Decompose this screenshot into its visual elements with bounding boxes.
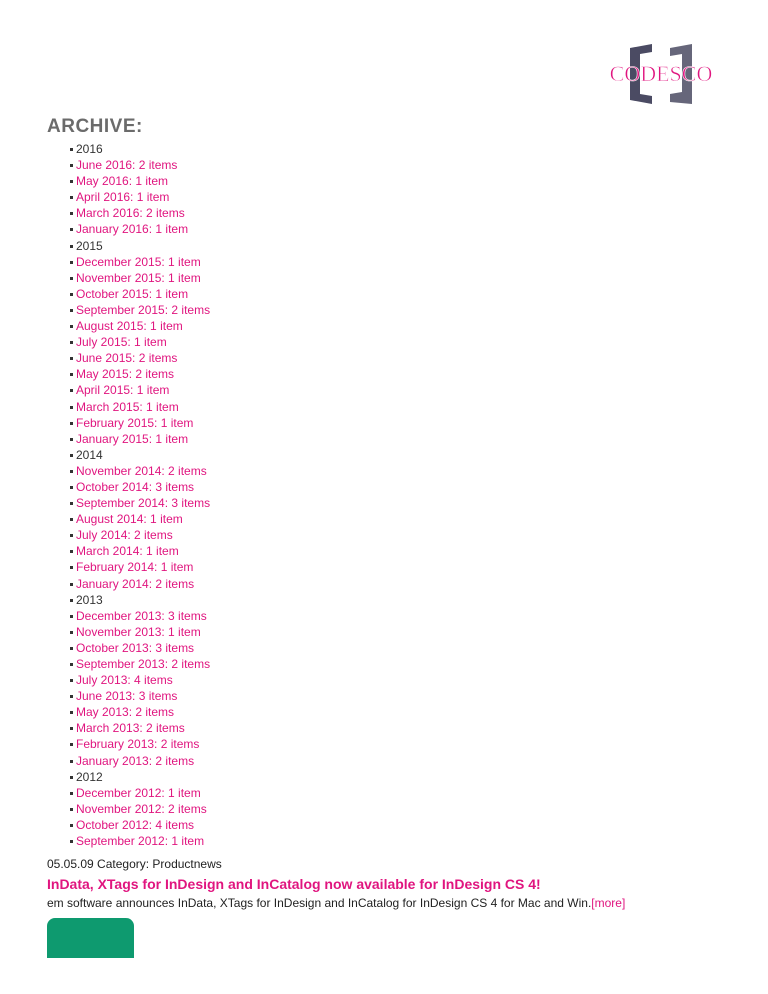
archive-year: 2013 <box>70 592 210 608</box>
archive-month-link[interactable]: February 2015: 1 item <box>76 415 194 430</box>
archive-year: 2016 <box>70 141 210 157</box>
news-meta: 05.05.09 Category: Productnews <box>47 857 222 871</box>
archive-list-item <box>70 704 210 720</box>
archive-month-link[interactable]: June 2015: 2 items <box>76 351 178 366</box>
archive-list-item <box>70 221 210 237</box>
green-tab-block <box>47 918 134 958</box>
archive-month-link[interactable]: December 2015: 1 item <box>76 254 201 269</box>
archive-list-item <box>70 286 210 302</box>
archive-list-item <box>70 254 210 270</box>
archive-month-link[interactable]: January 2015: 1 item <box>76 431 189 446</box>
archive-month-link[interactable]: December 2012: 1 item <box>76 785 201 800</box>
archive-list-item <box>70 785 210 801</box>
archive-month-link[interactable]: October 2013: 3 items <box>76 640 195 655</box>
archive-month-link[interactable]: November 2013: 1 item <box>76 624 201 639</box>
archive-list-item <box>70 382 210 398</box>
archive-list <box>70 141 210 849</box>
archive-month-link[interactable]: July 2014: 2 items <box>76 528 173 543</box>
archive-heading: ARCHIVE: <box>47 116 143 137</box>
archive-month-link[interactable]: April 2016: 1 item <box>76 190 170 205</box>
archive-month-link[interactable]: July 2013: 4 items <box>76 673 173 688</box>
archive-month-link[interactable]: November 2015: 1 item <box>76 270 201 285</box>
archive-list-item <box>70 399 210 415</box>
archive-list-item <box>70 833 210 849</box>
archive-month-link[interactable]: January 2016: 1 item <box>76 222 189 237</box>
archive-list-item <box>70 559 210 575</box>
archive-list-item <box>70 720 210 736</box>
archive-month-link[interactable]: September 2012: 1 item <box>76 834 205 849</box>
archive-month-link[interactable]: January 2013: 2 items <box>76 753 195 768</box>
archive-month-link[interactable]: March 2015: 1 item <box>76 399 179 414</box>
archive-list-item <box>70 495 210 511</box>
logo-text: CODESCO <box>609 61 713 86</box>
archive-month-link[interactable]: January 2014: 2 items <box>76 576 195 591</box>
archive-year: 2015 <box>70 238 210 254</box>
archive-list-item <box>70 431 210 447</box>
archive-month-link[interactable]: June 2016: 2 items <box>76 158 178 173</box>
archive-month-link[interactable]: October 2015: 1 item <box>76 286 189 301</box>
archive-year: 2012 <box>70 769 210 785</box>
archive-month-link[interactable]: February 2014: 1 item <box>76 560 194 575</box>
archive-month-link[interactable]: May 2013: 2 items <box>76 705 175 720</box>
archive-list-item <box>70 753 210 769</box>
archive-month-link[interactable]: July 2015: 1 item <box>76 335 167 350</box>
archive-list-item <box>70 302 210 318</box>
archive-list-item <box>70 608 210 624</box>
archive-year: 2014 <box>70 447 210 463</box>
news-teaser-text: em software announces InData, XTags for InDesign and InCatalog for InDesign CS 4 for Mac and Win. <box>47 896 592 910</box>
archive-list-item <box>70 640 210 656</box>
archive-list-item <box>70 350 210 366</box>
archive-list-item <box>70 527 210 543</box>
archive-list-item <box>70 415 210 431</box>
archive-list-item <box>70 672 210 688</box>
archive-month-link[interactable]: September 2014: 3 items <box>76 496 211 511</box>
archive-list-item <box>70 366 210 382</box>
archive-month-link[interactable]: October 2012: 4 items <box>76 817 195 832</box>
archive-list-item <box>70 511 210 527</box>
archive-list-item <box>70 801 210 817</box>
archive-month-link[interactable]: May 2015: 2 items <box>76 367 175 382</box>
news-teaser <box>47 896 747 910</box>
archive-month-link[interactable]: August 2015: 1 item <box>76 319 183 334</box>
archive-month-link[interactable]: December 2013: 3 items <box>76 608 207 623</box>
archive-month-link[interactable]: September 2015: 2 items <box>76 302 211 317</box>
archive-month-link[interactable]: August 2014: 1 item <box>76 512 183 527</box>
archive-month-link[interactable]: April 2015: 1 item <box>76 383 170 398</box>
archive-month-link[interactable]: September 2013: 2 items <box>76 657 211 671</box>
archive-list-item <box>70 576 210 592</box>
archive-list-item <box>70 543 210 559</box>
archive-month-link[interactable]: March 2016: 2 items <box>76 206 185 221</box>
archive-list-item <box>70 270 210 286</box>
archive-list-item <box>70 817 210 833</box>
archive-month-link[interactable]: March 2013: 2 items <box>76 721 185 736</box>
archive-list-item <box>70 334 210 350</box>
archive-month-link[interactable]: November 2014: 2 items <box>76 463 207 478</box>
archive-list-item <box>70 189 210 205</box>
archive-list-item <box>70 157 210 173</box>
archive-list-item <box>70 479 210 495</box>
news-more-link[interactable]: [more] <box>591 896 626 910</box>
archive-month-link[interactable]: June 2013: 3 items <box>76 689 178 704</box>
archive-list-item <box>70 688 210 704</box>
archive-month-link[interactable]: May 2016: 1 item <box>76 174 169 189</box>
archive-month-link[interactable]: October 2014: 3 items <box>76 479 195 494</box>
archive-list-item <box>70 318 210 334</box>
archive-month-link[interactable]: March 2014: 1 item <box>76 544 179 559</box>
archive-list-item <box>70 736 210 752</box>
archive-list-item <box>70 656 210 672</box>
archive-list-item <box>70 624 210 640</box>
news-title-link[interactable]: InData, XTags for InDesign and InCatalog now available for InDesign CS 4! <box>47 876 541 892</box>
archive-month-link[interactable]: February 2013: 2 items <box>76 737 200 752</box>
codesco-logo[interactable] <box>598 42 724 106</box>
archive-list-item <box>70 463 210 479</box>
archive-list-item <box>70 205 210 221</box>
archive-list-item <box>70 173 210 189</box>
news-item <box>47 857 747 910</box>
archive-month-link[interactable]: November 2012: 2 items <box>76 801 207 816</box>
